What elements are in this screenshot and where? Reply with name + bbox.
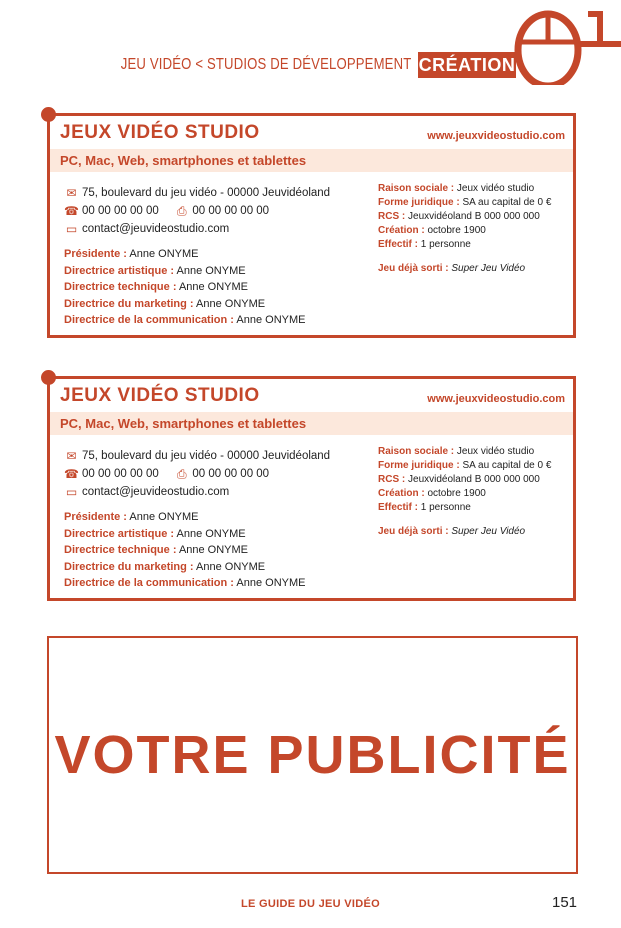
address-text: 75, boulevard du jeu vidéo - 00000 Jeuvidéoland [82, 450, 331, 462]
role-label: Directrice de la communication : [64, 577, 234, 590]
person-name: Anne ONYME [236, 314, 306, 327]
address-text: 75, boulevard du jeu vidéo - 00000 Jeuvidéoland [82, 187, 331, 199]
person-name: Anne ONYME [129, 511, 199, 523]
info-value: Super Jeu Vidéo [451, 526, 526, 537]
list-item [64, 312, 305, 329]
list-item [64, 263, 305, 280]
info-value: Jeux vidéo studio [456, 183, 535, 194]
studio-card [47, 113, 576, 338]
role-label: Directrice technique : [64, 544, 177, 557]
info-label: Création : [378, 225, 425, 236]
list-item [378, 445, 551, 459]
person-name: Anne ONYME [196, 297, 266, 310]
person-name: Anne ONYME [176, 264, 246, 277]
list-item [64, 542, 305, 559]
platforms-band [50, 149, 573, 172]
info-value: SA au capital de 0 € [462, 460, 552, 471]
role-label: Directrice artistique : [64, 527, 175, 540]
person-name: Anne ONYME [196, 560, 266, 573]
info-value: octobre 1900 [427, 488, 486, 499]
info-label: Jeu déjà sorti : [378, 526, 449, 537]
email-link[interactable]: contact@jeuvideostudio.com [82, 223, 230, 235]
info-value: 1 personne [420, 502, 471, 513]
list-item [378, 238, 551, 252]
list-item [64, 509, 305, 526]
contact-block [64, 447, 330, 501]
email-link[interactable]: contact@jeuvideostudio.com [82, 486, 230, 498]
platforms-text: PC, Mac, Web, smartphones et tablettes [60, 153, 307, 168]
list-item [378, 196, 551, 210]
released-game [378, 262, 551, 276]
envelope-icon: ✉ [66, 449, 77, 463]
list-item [378, 459, 551, 473]
fax-text: 00 00 00 00 00 [192, 205, 270, 217]
info-value: Super Jeu Vidéo [451, 263, 526, 274]
card-bullet-icon [41, 370, 56, 385]
phone-icon: ☎ [64, 204, 79, 218]
released-game [378, 525, 551, 539]
info-label: Effectif : [378, 502, 418, 513]
list-item [378, 210, 551, 224]
role-label: Directrice de la communication : [64, 314, 234, 327]
info-value: Jeuxvidéoland B 000 000 000 [408, 211, 540, 222]
info-label: RCS : [378, 211, 406, 222]
list-item [378, 501, 551, 515]
studio-website-link[interactable]: www.jeuxvideostudio.com [427, 130, 565, 142]
fax-icon: ⎙ [177, 204, 187, 218]
role-label: Directrice du marketing : [64, 297, 194, 310]
person-name: Anne ONYME [129, 248, 199, 260]
envelope-icon: ✉ [66, 186, 77, 200]
list-item [64, 246, 305, 263]
company-info [378, 182, 551, 276]
info-label: Raison sociale : [378, 183, 455, 194]
list-item [64, 526, 305, 543]
list-item [64, 575, 305, 592]
info-label: Forme juridique : [378, 460, 460, 471]
advertisement-box [47, 636, 578, 874]
fax-text: 00 00 00 00 00 [192, 468, 270, 480]
platforms-text: PC, Mac, Web, smartphones et tablettes [60, 416, 307, 431]
phone-text: 00 00 00 00 00 [82, 205, 159, 217]
role-label: Présidente : [64, 511, 127, 523]
person-name: Anne ONYME [176, 527, 246, 540]
list-item [378, 224, 551, 238]
info-label: Forme juridique : [378, 197, 460, 208]
studio-title: JEUX VIDÉO STUDIO [60, 385, 260, 406]
person-name: Anne ONYME [178, 281, 249, 294]
advertisement-text: VOTRE PUBLICITÉ [54, 725, 571, 785]
breadcrumb: JEU VIDÉO < STUDIOS DE DÉVELOPPEMENT [120, 56, 411, 73]
page-number: 151 [552, 894, 578, 911]
info-label: Effectif : [378, 239, 418, 250]
phone-text: 00 00 00 00 00 [82, 468, 159, 480]
computer-icon: ▭ [65, 485, 78, 499]
people-list [64, 246, 305, 329]
platforms-band [50, 412, 573, 435]
mouse-logo-icon [500, 0, 621, 85]
info-value: Jeuxvidéoland B 000 000 000 [408, 474, 540, 485]
contact-block [64, 184, 330, 238]
footer-title: LE GUIDE DU JEU VIDÉO [241, 898, 380, 910]
info-label: Création : [378, 488, 425, 499]
role-label: Présidente : [64, 248, 127, 260]
role-label: Directrice artistique : [64, 264, 175, 277]
card-bullet-icon [41, 107, 56, 122]
list-item [378, 182, 551, 196]
info-value: 1 personne [420, 239, 471, 250]
person-name: Anne ONYME [236, 577, 306, 590]
studio-title: JEUX VIDÉO STUDIO [60, 122, 260, 143]
list-item [378, 473, 551, 487]
role-label: Directrice technique : [64, 281, 177, 294]
list-item [378, 487, 551, 501]
list-item [64, 296, 305, 313]
list-item [64, 559, 305, 576]
list-item [64, 279, 305, 296]
phone-icon: ☎ [64, 467, 79, 481]
people-list [64, 509, 305, 592]
fax-icon: ⎙ [177, 467, 187, 481]
info-label: RCS : [378, 474, 406, 485]
person-name: Anne ONYME [178, 544, 249, 557]
info-value: SA au capital de 0 € [462, 197, 552, 208]
info-label: Jeu déjà sorti : [378, 263, 449, 274]
info-value: octobre 1900 [427, 225, 486, 236]
section-tag: CRÉATION [418, 52, 516, 78]
role-label: Directrice du marketing : [64, 560, 194, 573]
company-info [378, 445, 551, 539]
info-value: Jeux vidéo studio [456, 446, 535, 457]
studio-website-link[interactable]: www.jeuxvideostudio.com [427, 393, 565, 405]
info-label: Raison sociale : [378, 446, 455, 457]
computer-icon: ▭ [65, 222, 78, 236]
studio-card [47, 376, 576, 601]
